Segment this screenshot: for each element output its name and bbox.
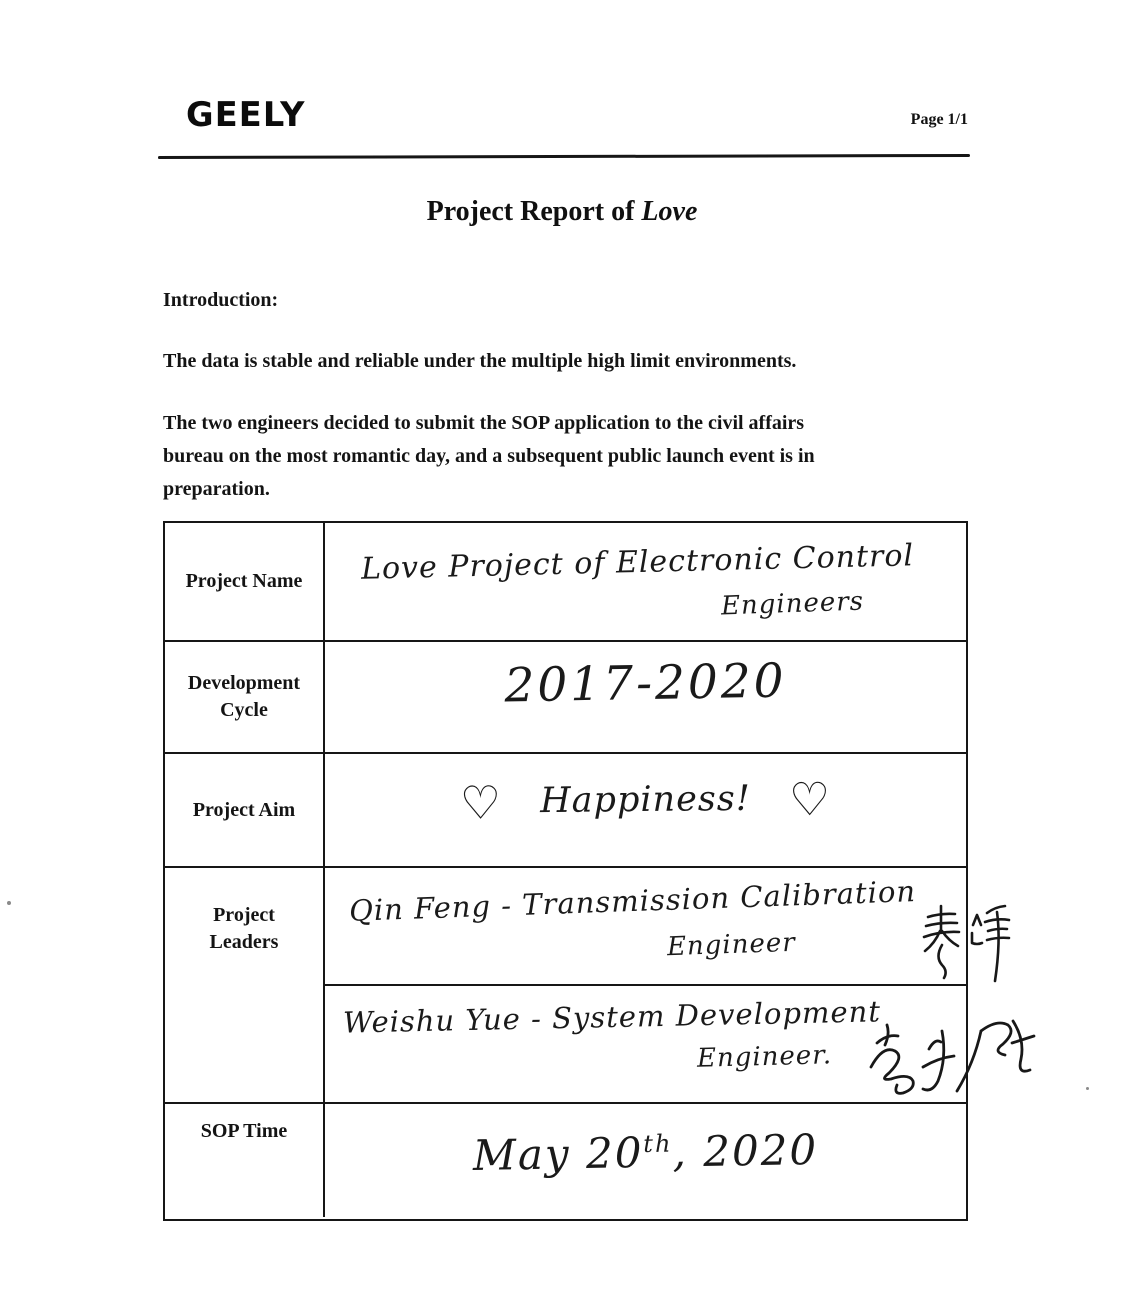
intro-paragraph-2-line-2: bureau on the most romantic day, and a subsequent public launch event is in (163, 445, 815, 467)
project-leaders-label (165, 868, 325, 1102)
document-title (0, 196, 1124, 228)
handwritten-leader-2-role: Engineer. (696, 1040, 833, 1074)
row-development-cycle (165, 642, 966, 754)
sop-time-ordinal: th (643, 1129, 673, 1159)
intro-paragraph-1: The data is stable and reliable under the multiple high limit environments. (163, 350, 797, 372)
leader-1-cell (325, 868, 966, 986)
row-project-aim (165, 754, 966, 868)
header-divider (158, 154, 970, 159)
sop-time-date: May 20 (472, 1128, 644, 1181)
handwritten-leader-1-name: Qin Feng - Transmission Calibration (348, 874, 917, 928)
handwritten-project-name-line1: Love Project of Electronic Control (360, 538, 915, 587)
intro-paragraph-2 (163, 407, 973, 506)
project-name-label: Project Name (165, 523, 325, 640)
geely-logo: GEELY (186, 96, 306, 136)
project-leaders-label-line2: Leaders (209, 931, 279, 953)
row-project-leaders (165, 868, 966, 1104)
row-sop-time (165, 1104, 966, 1217)
project-report-table (163, 521, 968, 1221)
project-aim-value-cell (325, 754, 966, 866)
project-leaders-label-line1: Project (213, 904, 275, 926)
handwritten-sop-time (325, 1122, 967, 1182)
row-project-name (165, 523, 966, 642)
page-number-label: Page 1/1 (910, 111, 968, 128)
scan-speck (1086, 1087, 1089, 1090)
heart-left-icon: ♡ (459, 775, 503, 830)
handwritten-leader-2-name: Weishu Yue - System Development (342, 994, 882, 1040)
heart-right-icon: ♡ (788, 772, 832, 827)
handwritten-project-aim (325, 771, 967, 832)
project-name-value-cell (325, 523, 966, 640)
sop-time-label: SOP Time (165, 1104, 325, 1217)
sop-time-year: , 2020 (672, 1124, 819, 1177)
intro-heading: Introduction: (163, 289, 279, 311)
development-cycle-label-line2: Cycle (220, 699, 268, 721)
sop-time-value-cell (325, 1104, 966, 1217)
weishu-yue-signature-strokes (861, 1013, 1043, 1109)
project-aim-label: Project Aim (165, 754, 325, 866)
scan-speck (7, 901, 11, 905)
development-cycle-value-cell (325, 642, 966, 752)
weishu-yue-signature (861, 1013, 1043, 1109)
document-title-emphasis: Love (641, 196, 698, 227)
development-cycle-label (165, 642, 325, 752)
qin-feng-signature-strokes (921, 901, 1013, 985)
handwritten-project-name-line2: Engineers (720, 586, 865, 622)
development-cycle-label-line1: Development (187, 672, 301, 694)
handwritten-development-cycle: 2017-2020 (503, 653, 788, 714)
intro-paragraph-2-line-1: The two engineers decided to submit the SOP application to the civil affairs (163, 412, 805, 434)
document-title-text: Project Report of (426, 196, 635, 227)
qin-feng-signature (921, 901, 1013, 985)
handwritten-leader-1-role: Engineer (666, 927, 797, 963)
handwritten-project-aim-text: Happiness! (539, 778, 752, 822)
intro-paragraph-2-line-3: preparation. (163, 478, 270, 500)
